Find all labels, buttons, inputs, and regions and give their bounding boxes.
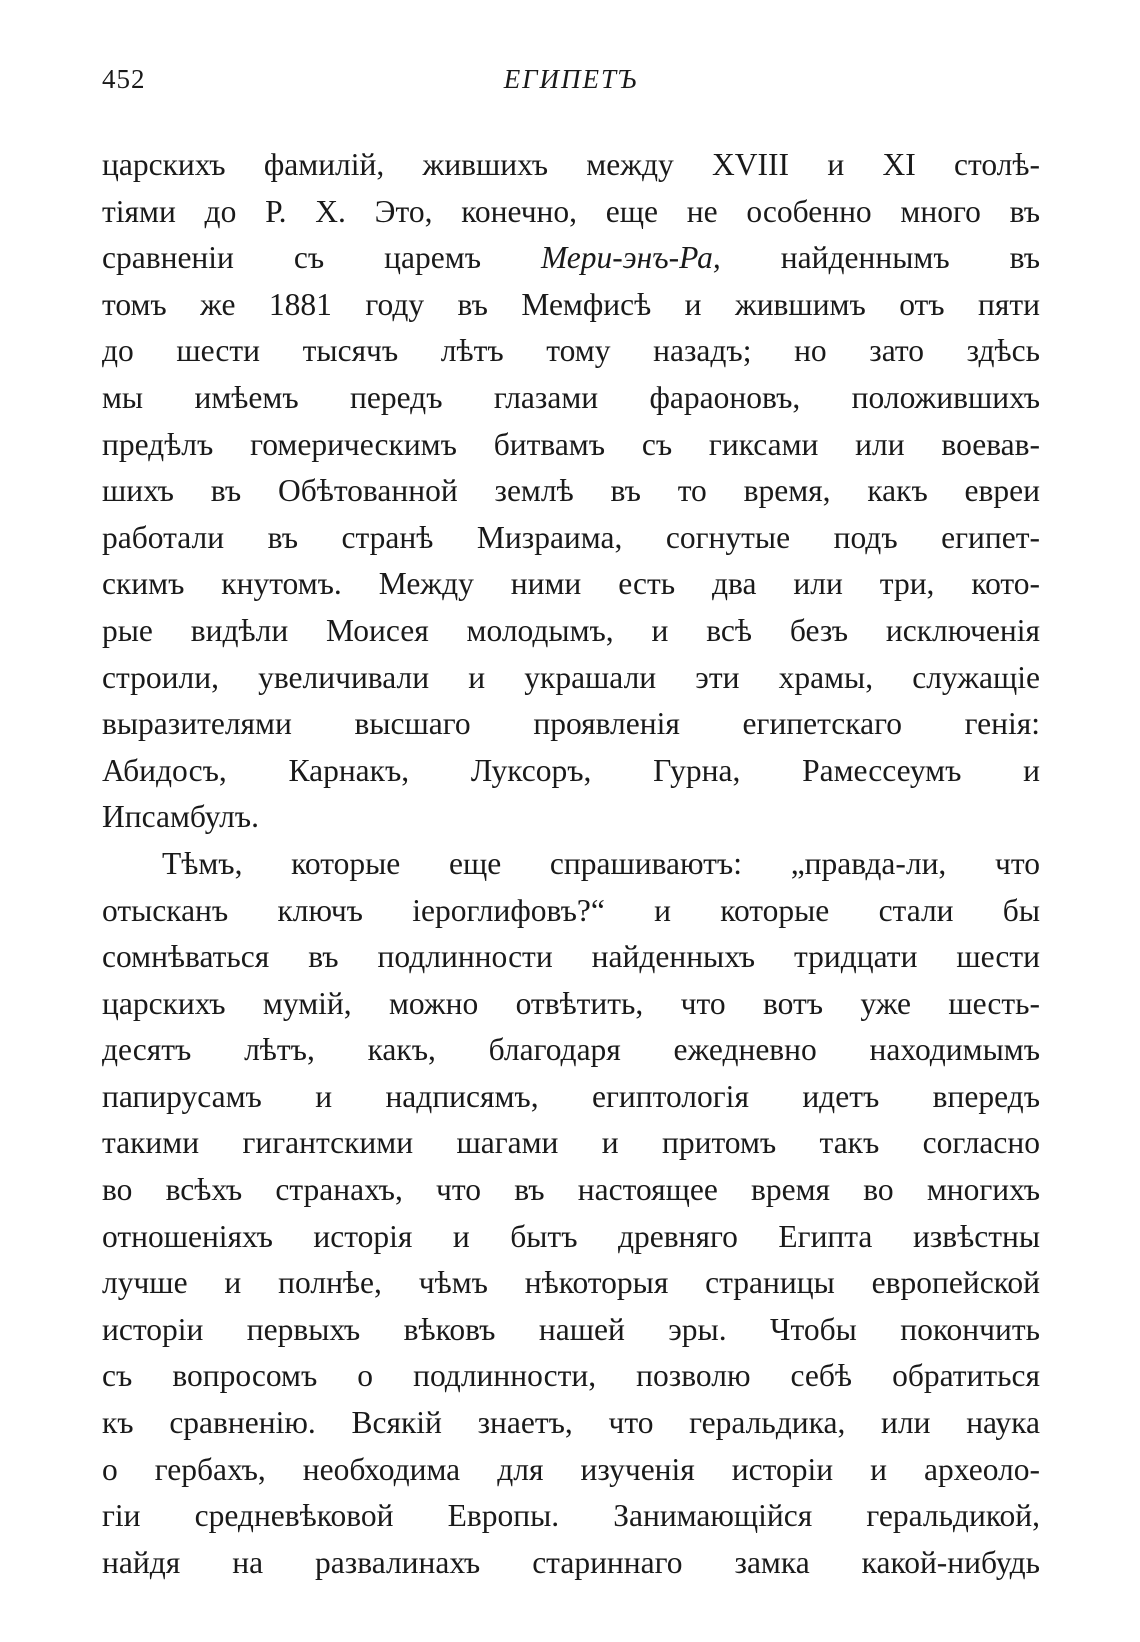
text-line: такими гигантскими шагами и притомъ такъ согласно: [102, 1125, 1040, 1161]
text-line: гіи средневѣковой Европы. Занимающійся геральдикой,: [102, 1498, 1040, 1534]
text-line: работали въ странѣ Мизраима, согнутые подъ египет-: [102, 519, 1040, 555]
text-line: выразителями высшаго проявленія египетскаго генія:: [102, 706, 1040, 742]
text-line: Тѣмъ, которые еще спрашиваютъ: „правда-ли, что: [162, 845, 1040, 881]
body-text: [102, 142, 1040, 1586]
running-head: [102, 64, 1040, 104]
text-line: сомнѣваться въ подлинности найденныхъ тридцати шести: [102, 939, 1040, 975]
italic-royal-name: Мери-энъ-Ра,: [541, 240, 721, 276]
text-line: мы имѣемъ передъ глазами фараоновъ, положившихъ: [102, 379, 1040, 415]
text-line: исторіи первыхъ вѣковъ нашей эры. Чтобы покончить: [102, 1311, 1040, 1347]
text-line: строили, увеличивали и украшали эти храмы, служащіе: [102, 659, 1040, 695]
text-line: папирусамъ и надписямъ, египтологія идетъ впередъ: [102, 1078, 1040, 1114]
text-segment: найденнымъ въ: [720, 240, 1041, 276]
text-line: рые видѣли Моисея молодымъ, и всѣ безъ исключенія: [102, 612, 1040, 648]
text-line: до шести тысячъ лѣтъ тому назадъ; но зато здѣсь: [102, 333, 1040, 369]
text-line: Ипсамбулъ.: [102, 799, 259, 835]
text-line: съ вопросомъ о подлинности, позволю себѣ обратиться: [102, 1358, 1040, 1394]
paragraph-1: [102, 142, 1040, 841]
text-line: Абидосъ, Карнакъ, Луксоръ, Гурна, Рамессеумъ и: [102, 752, 1040, 788]
running-title: ЕГИПЕТЪ: [503, 64, 639, 94]
text-line: найдя на развалинахъ стариннаго замка какой-нибудь: [102, 1544, 1040, 1580]
text-line: томъ же 1881 году въ Мемфисѣ и жившимъ отъ пяти: [102, 286, 1040, 322]
text-line: царскихъ мумій, можно отвѣтить, что вотъ уже шесть-: [102, 985, 1040, 1021]
text-line: десятъ лѣтъ, какъ, благодаря ежедневно находимымъ: [102, 1032, 1040, 1068]
text-line: скимъ кнутомъ. Между ними есть два или три, кото-: [102, 566, 1040, 602]
text-line: шихъ въ Обѣтованной землѣ въ то время, какъ евреи: [102, 473, 1040, 509]
text-line: тіями до Р. Х. Это, конечно, еще не особенно много въ: [102, 193, 1040, 229]
text-line: предѣлъ гомерическимъ битвамъ съ гиксами или воевав-: [102, 426, 1040, 462]
text-segment: сравненіи съ царемъ: [102, 240, 541, 276]
text-line: во всѣхъ странахъ, что въ настоящее время во многихъ: [102, 1172, 1040, 1208]
text-line: лучше и полнѣе, чѣмъ нѣкоторыя страницы европейской: [102, 1265, 1040, 1301]
text-line-with-italic-name: [102, 235, 1040, 282]
text-line: царскихъ фамилій, жившихъ между XVIII и XI столѣ-: [102, 147, 1040, 182]
text-line: отношеніяхъ исторія и бытъ древняго Египта извѣстны: [102, 1218, 1040, 1254]
text-line: къ сравненію. Всякій знаетъ, что геральдика, или наука: [102, 1405, 1040, 1441]
text-line: о гербахъ, необходима для изученія исторіи и археоло-: [102, 1451, 1040, 1487]
text-line: отысканъ ключъ іероглифовъ?“ и которые стали бы: [102, 892, 1040, 928]
paragraph-2: [102, 841, 1040, 1587]
page-number: 452: [102, 64, 146, 94]
